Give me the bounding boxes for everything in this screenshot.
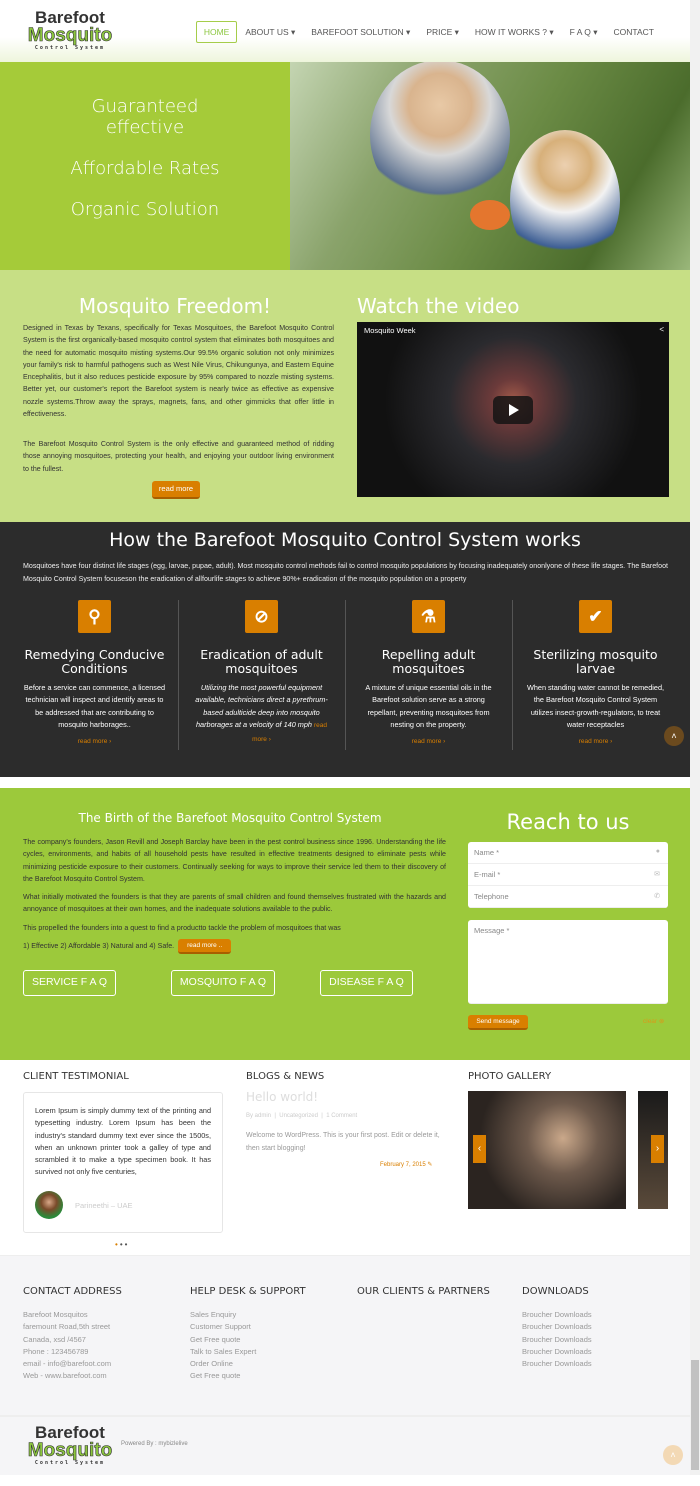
nav-about[interactable]: ABOUT US ▾ [245, 26, 296, 37]
share-icon[interactable]: < [659, 325, 664, 334]
logo-line: Mosquito [27, 1440, 113, 1461]
contact-form [468, 842, 668, 908]
placeholder: Name * [474, 848, 500, 857]
clear-button[interactable]: clear ⊗ [643, 1018, 665, 1025]
feature-card [178, 600, 345, 750]
name-input[interactable] [468, 842, 668, 864]
logo-line: Mosquito [27, 25, 113, 46]
video-label: Mosquito Week [364, 326, 416, 335]
avatar [35, 1191, 63, 1219]
intro: Mosquitoes have four distinct life stages (egg, larvae, pupae, adult). Most mosquito control methods fail to control mosquito populations by focusing inadequately ononlyone of these life stages. The Barefoot Mosquito Control System focuseson the eradication of allfourlife stages to achieve 90%+ eradication of the mosquito population on a property [23, 562, 668, 583]
paragraph: The Barefoot Mosquito Control System is the only effective and guaranteed method of ridding those annoying mosquitoes, protecting your health, and enjoying your outdoor living environment to the fullest. [23, 440, 334, 473]
photo-person [510, 130, 620, 270]
play-icon [509, 404, 519, 416]
feature-card [512, 600, 679, 750]
download-link[interactable]: Broucher Downloads [522, 1334, 592, 1344]
read-more-link[interactable]: read more › [578, 737, 613, 745]
logo[interactable] [25, 9, 115, 53]
flask-icon: ⚗ [412, 600, 445, 633]
photo-flowers [470, 200, 510, 230]
web-link[interactable]: Web - www.barefoot.com [23, 1371, 107, 1381]
footer-link[interactable]: Order Online [190, 1359, 233, 1369]
download-links [522, 1309, 592, 1370]
footer-logo[interactable] [25, 1424, 115, 1468]
paragraph: 1) Effective 2) Affordable 3) Natural and 4) Safe. [23, 942, 175, 951]
contact-address [23, 1309, 111, 1383]
download-link[interactable]: Broucher Downloads [522, 1322, 592, 1332]
section-title: Mosquito Freedom! [78, 294, 272, 318]
read-more-link[interactable]: read more › [411, 737, 446, 745]
paragraph: What initially motivated the founders is that they are parents of small children and found themselves frustrated with the hazards and annoyance of mosquitoes at their own homes, and the inadequate solutions available to the public. [23, 893, 446, 914]
testimonial-card [23, 1092, 223, 1233]
feature-title: Repelling adult mosquitoes [381, 647, 476, 676]
help-links [190, 1309, 256, 1383]
paragraph: This propelled the founders into a quest to find a productto tackle the problem of mosquitoes that was [23, 924, 341, 932]
testimonial-text: Lorem Ipsum is simply dummy text of the printing and typesetting industry. Lorem Ipsum has been the industry's standard dummy text ever since the 1500s, when an unknown printer took a galley of type and scrambled it to make a type specimen book. It has survived not only five centuries, [35, 1106, 211, 1177]
footer-link[interactable]: Sales Enquiry [190, 1310, 237, 1319]
video-title: Watch the video [357, 294, 520, 318]
hero-line: Organic Solution [70, 199, 220, 220]
gallery-heading: PHOTO GALLERY [468, 1071, 552, 1082]
blog-heading: BLOGS & NEWS [246, 1071, 325, 1082]
gallery-photo[interactable] [468, 1091, 626, 1209]
carousel-dots[interactable]: ••• [115, 1240, 130, 1249]
footer-link[interactable]: Get Free quote [190, 1334, 241, 1344]
pencil-icon[interactable]: ✎ [427, 1162, 433, 1168]
section-title: How the Barefoot Mosquito Control System works [109, 529, 581, 551]
feature-text: When standing water cannot be remedied, the Barefoot Mosquito Control System utilizes insect-growth-regulators, to treat water receptacles [526, 683, 665, 730]
footer-link[interactable]: Customer Support [190, 1322, 251, 1332]
scrollbar[interactable] [690, 0, 700, 1475]
back-to-top-button[interactable]: ˄ [663, 1445, 683, 1465]
telephone-input[interactable] [468, 886, 668, 908]
site-header [0, 0, 690, 62]
post-date [380, 1161, 432, 1168]
nav-contact[interactable]: CONTACT [613, 27, 654, 37]
download-link[interactable]: Broucher Downloads [522, 1359, 592, 1369]
address-line: Phone : 123456789 [23, 1346, 89, 1356]
play-button[interactable] [493, 396, 533, 424]
disease-faq-button[interactable]: DISEASE F A Q [320, 970, 413, 996]
address-line: Barefoot Mosquitos [23, 1310, 88, 1319]
send-message-button[interactable]: Send message [468, 1015, 528, 1030]
testimonial-heading: CLIENT TESTIMONIAL [23, 1071, 129, 1082]
read-more-button[interactable]: read more [152, 481, 200, 499]
read-more-button[interactable]: read more .. [178, 939, 231, 954]
post-meta: By admin | Uncategorized | 1 Comment [246, 1113, 358, 1119]
nav-home[interactable]: HOME [196, 21, 238, 43]
photo-person [370, 60, 510, 210]
gallery-prev-button[interactable]: ‹ [473, 1135, 486, 1163]
testimonial-author: Parineethi – UAE [75, 1201, 133, 1210]
gallery-next-button[interactable]: › [651, 1135, 664, 1163]
logo-line: Barefoot [35, 1423, 105, 1442]
logo-line: Control System [34, 1460, 106, 1466]
service-faq-button[interactable]: SERVICE F A Q [23, 970, 116, 996]
footer-bottom [0, 1415, 690, 1475]
feature-text: Utilizing the most powerful equipment available, technicians direct a pyrethrum-based adulticide deep into mosquito harborages at a velocity of 140 mph [195, 683, 328, 730]
main-nav [196, 21, 662, 43]
hero-line: Affordable Rates [70, 158, 220, 179]
post-author[interactable]: By admin [246, 1113, 272, 1119]
how-it-works-section [0, 522, 690, 777]
placeholder: E-mail * [474, 870, 501, 879]
feature-card [345, 600, 512, 750]
feature-title: Sterilizing mosquito larvae [533, 647, 658, 676]
date-text: February 7, 2015 [380, 1162, 426, 1168]
feature-title: Remedying Conducive Conditions [24, 647, 165, 676]
phone-icon: ✆ [654, 893, 660, 900]
video-player[interactable] [357, 322, 669, 497]
email-link[interactable]: email - info@barefoot.com [23, 1359, 112, 1369]
email-input[interactable] [468, 864, 668, 886]
nav-how[interactable]: HOW IT WORKS ? ▾ [474, 26, 554, 37]
footer-link[interactable]: Get Free quote [190, 1371, 241, 1381]
message-textarea[interactable] [468, 920, 668, 1004]
feature-card [11, 600, 178, 750]
footer-heading: OUR CLIENTS & PARTNERS [357, 1286, 490, 1297]
nav-faq[interactable]: F A Q ▾ [569, 26, 598, 37]
feature-text: Before a service can commence, a licensed technician will inspect and identify areas to be addressed that are contributing to mosquito harborages.. [23, 683, 166, 730]
hero-image [290, 40, 690, 270]
qualities-row [23, 939, 231, 954]
post-excerpt: Welcome to WordPress. This is your first post. Edit or delete it, then start blogging! [246, 1132, 440, 1152]
feature-text-wrap [190, 682, 333, 746]
scroll-top-button[interactable]: ˄ [664, 726, 684, 746]
footer [0, 1255, 690, 1415]
logo-line: Barefoot [35, 8, 105, 27]
footer-heading: CONTACT ADDRESS [23, 1286, 122, 1297]
read-more-link[interactable]: read more › [77, 737, 112, 745]
post-category[interactable]: Uncategorized [279, 1113, 318, 1119]
hero-panel [0, 62, 290, 270]
post-title[interactable]: Hello world! [246, 1090, 319, 1104]
download-link[interactable]: Broucher Downloads [522, 1310, 592, 1319]
powered-by: Powered By : mybizlelive [121, 1441, 188, 1447]
address-line: Canada, xsd /4567 [23, 1334, 86, 1344]
footer-heading: HELP DESK & SUPPORT [190, 1286, 306, 1297]
post-comments[interactable]: 1 Comment [326, 1113, 358, 1119]
paragraph: The company's founders, Jason Revill and Joseph Barclay have been in the pest control business since 1996. Understanding the life cycles, environments, and habits of all household pests have resulted in effective treatments designed to eliminate pests while minimizing pesticide exposure to their customers. Continually seeking for ways to improve their service led them to their discovery of the Barefoot Mosquito Control System. [23, 838, 446, 883]
contact-title: Reach to us [506, 810, 630, 834]
envelope-icon: ✉ [654, 871, 660, 878]
logo-line: Control System [34, 45, 106, 51]
paragraph: Designed in Texas by Texans, specifically for Texas Mosquitoes, the Barefoot Mosquito Control System is the first organically-based mosquito control system that eliminates both mosquitoes and the need for automatic mosquito misting systems.Our 99.5% organic solution not only minimizes your family's risk to harmful pathogens such as West Nile Virus, Chikungunya, and Eastern Equine Encephalitis, but it also reduces pesticide exposure by 95% compared to nozzle misting systems. Better yet, our customer's report the Barefoot system is nearly twice as effective as expensive nozzle systems.Throw away the sprays, magnets, fans, and other gimmicks that offer little in effectiveness. [23, 324, 334, 419]
section-title: The Birth of the Barefoot Mosquito Control System [78, 811, 382, 825]
feature-text: A mixture of unique essential oils in the Barefoot solution serve as a strong repellant, preventing mosquitoes from nesting on the property. [365, 683, 492, 730]
search-icon: ⚲ [78, 600, 111, 633]
user-icon: ● [655, 848, 660, 855]
placeholder: Telephone [474, 892, 509, 901]
hero-line: Guaranteed effective [91, 96, 199, 138]
nav-solution[interactable]: BAREFOOT SOLUTION ▾ [311, 26, 411, 37]
nav-price[interactable]: PRICE ▾ [426, 26, 459, 37]
check-icon: ✔ [579, 600, 612, 633]
scrollbar-thumb[interactable] [691, 1360, 699, 1470]
footer-link[interactable]: Talk to Sales Expert [190, 1346, 257, 1356]
download-link[interactable]: Broucher Downloads [522, 1346, 592, 1356]
footer-heading: DOWNLOADS [522, 1286, 589, 1297]
feature-title: Eradication of adult mosquitoes [200, 647, 323, 676]
read-more-link[interactable]: read more › [252, 722, 328, 743]
birth-section [0, 788, 690, 1060]
placeholder: Message * [474, 926, 510, 935]
ban-icon: ⊘ [245, 600, 278, 633]
address-line: faremount Road,5th street [23, 1322, 111, 1332]
mosquito-faq-button[interactable]: MOSQUITO F A Q [171, 970, 275, 996]
